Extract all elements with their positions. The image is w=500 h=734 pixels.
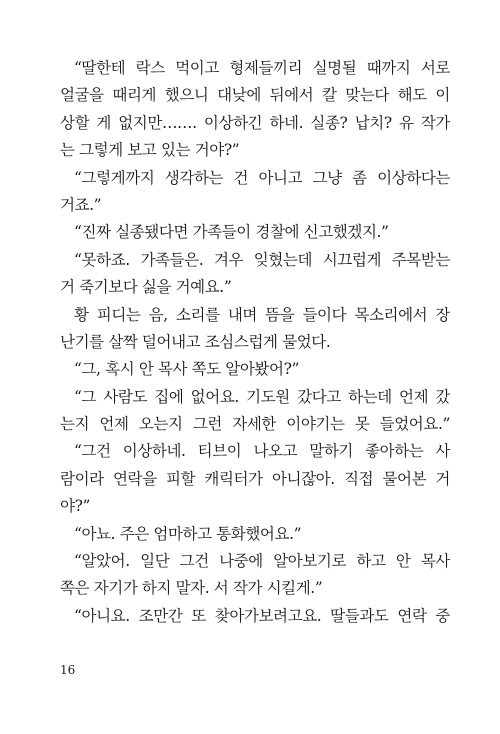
text-line: 야?”	[60, 497, 91, 516]
page-number: 16	[60, 663, 76, 677]
text-line: 람이라 연락을 피할 캐릭터가 아니잖아. 직접 물어본 거	[60, 469, 450, 488]
text-line: “그렇게까지 생각하는 건 아니고 그냥 좀 이상하다는	[74, 168, 450, 187]
text-line: 는 그렇게 보고 있는 거야?”	[60, 141, 240, 160]
text-line: “진짜 실종됐다면 가족들이 경찰에 신고했겠지.”	[74, 223, 389, 242]
text-line: “알았어. 일단 그건 나중에 알아보기로 하고 안 목사	[74, 552, 450, 571]
text-line: “그, 혹시 안 목사 쪽도 알아봤어?”	[74, 360, 299, 379]
text-line: “못하죠. 가족들은. 겨우 잊혔는데 시끄럽게 주목받는	[74, 250, 450, 269]
text-line: “딸한테 락스 먹이고 형제들끼리 실명될 때까지 서로	[74, 59, 450, 77]
text-line: 쪽은 자기가 하지 말자. 서 작가 시킬게.”	[60, 579, 323, 598]
text-line: 는지 언제 오는지 그런 자세한 이야기는 못 들었어요.”	[60, 415, 450, 434]
text-line: “아니요. 조만간 또 찾아가보려고요. 딸들과도 연락 중	[74, 606, 450, 625]
text-line: 거 죽기보다 싫을 거예요.”	[60, 278, 232, 297]
text-line: “아뇨. 주은 엄마하고 통화했어요.”	[74, 524, 302, 543]
text-line: 난기를 살짝 덜어내고 조심스럽게 물었다.	[60, 332, 331, 351]
text-line: “그 사람도 집에 없어요. 기도원 갔다고 하는데 언제 갔	[74, 387, 450, 406]
text-line: “그건 이상하네. 티브이 나오고 말하기 좋아하는 사	[74, 442, 450, 461]
book-page-body	[60, 55, 450, 630]
text-line: 황 피디는 음, 소리를 내며 뜸을 들이다 목소리에서 장	[74, 305, 450, 324]
text-line: 상할 게 없지만……. 이상하긴 하네. 실종? 납치? 유 작가	[60, 113, 450, 132]
text-line: 거죠.”	[60, 195, 102, 214]
text-line: 얼굴을 때리게 했으니 대낮에 뒤에서 칼 맞는다 해도 이	[60, 86, 450, 105]
